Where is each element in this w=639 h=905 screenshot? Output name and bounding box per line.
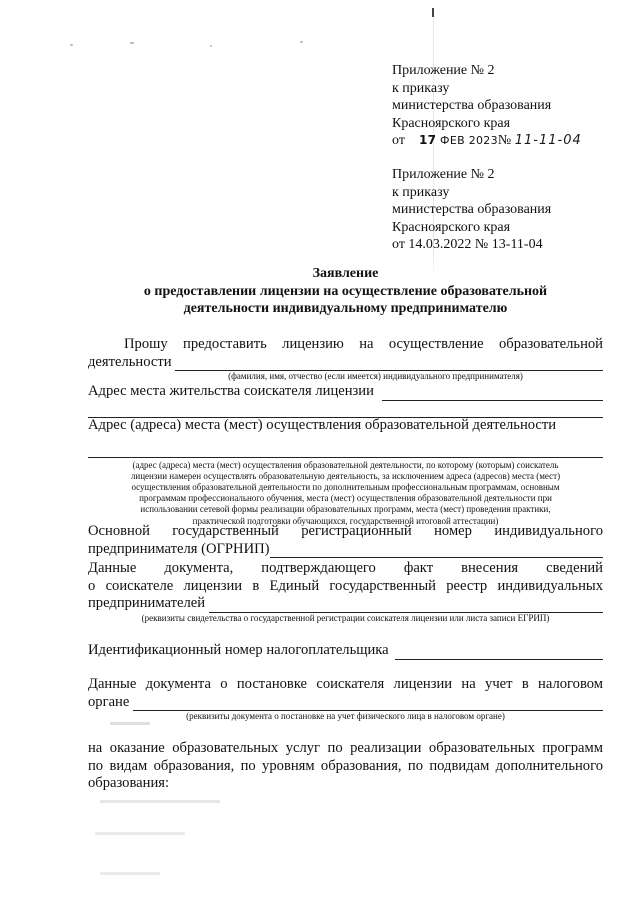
title-line: деятельности индивидуальному предпринимателю: [183, 301, 508, 316]
appendix-line: Приложение № 2: [392, 63, 495, 78]
scan-speck: [70, 44, 73, 46]
title-line: о предоставлении лицензии на осуществление образовательной: [143, 283, 548, 299]
applicant-name-field[interactable]: [175, 356, 603, 371]
caption-line: (адрес (адреса) места (мест) осуществления образовательной деятельности, по которому (которым) соискатель: [132, 459, 559, 470]
services-text: образования:: [88, 775, 170, 791]
residence-field[interactable]: [382, 386, 603, 401]
stamp-month-year: ФЕВ 2023: [440, 134, 498, 147]
appendix-date-line: [392, 132, 582, 150]
scan-speck: [100, 800, 220, 803]
appendix-line: министерства образования: [392, 98, 552, 113]
applicant-name-row: [88, 354, 603, 372]
tax-text: Данные документа о постановке соискателя лицензии на учет в налоговом: [88, 676, 603, 692]
scan-speck: [210, 45, 212, 47]
appendix-line: от 14.03.2022 № 13-11-04: [392, 237, 543, 252]
ogrnip-text: Основной государственный регистрационный номер индивидуального: [88, 523, 603, 539]
appendix-line: Красноярского края: [392, 219, 511, 235]
tax-label: органе: [88, 693, 130, 710]
title-line: Заявление: [312, 266, 379, 281]
inn-field[interactable]: [395, 645, 603, 660]
activity-address-caption: [88, 460, 603, 527]
date-prefix: от: [392, 133, 405, 148]
scan-speck: [300, 41, 303, 43]
egrip-caption: (реквизиты свидетельства о государственной регистрации соискателя лицензии или листа записи ЕГРИП): [141, 612, 550, 623]
tax-registration-section: [88, 676, 603, 722]
residence-label: Адрес места жительства соискателя лицензии: [88, 383, 374, 399]
tax-caption: (реквизиты документа о постановке на учет физического лица в налоговом органе): [186, 711, 505, 721]
ogrnip-field[interactable]: [270, 543, 603, 558]
caption-line: использовании сетевой формы реализации образовательных программ, места (мест) проведения практики,: [140, 504, 551, 515]
scan-speck: [95, 832, 185, 835]
egrip-label: предпринимателей: [88, 595, 206, 611]
document-title: [88, 265, 603, 318]
activity-address-field[interactable]: [88, 443, 603, 458]
caption-line: лицензии намерен осуществлять образовательную деятельность, за исключением адреса (адресов) места (мест): [130, 470, 561, 481]
egrip-section: [88, 560, 603, 624]
scan-mark: [432, 8, 434, 17]
residence-field-continued[interactable]: [88, 403, 603, 418]
scan-speck: [110, 722, 150, 725]
request-text: Прошу предоставить лицензию на осуществление образовательной: [124, 336, 603, 352]
inn-section: [88, 642, 603, 660]
appendix-line: Красноярского края: [392, 115, 511, 131]
residence-section: [88, 383, 603, 418]
egrip-text: о соискателе лицензии в Единый государственный реестр индивидуальных: [88, 577, 603, 594]
activity-address-label: Адрес (адреса) места (мест) осуществления образовательной деятельности: [88, 417, 557, 433]
ogrnip-label: предпринимателя (ОГРНИП): [88, 540, 270, 557]
scan-speck: [100, 872, 160, 875]
number-prefix: №: [497, 133, 512, 148]
inn-label: Идентификационный номер налогоплательщика: [88, 642, 389, 658]
request-section: [88, 336, 603, 382]
date-stamp: [419, 134, 498, 147]
handwritten-number: 11-11-04: [514, 133, 582, 148]
ogrnip-section: [88, 523, 603, 558]
scan-speck: [130, 42, 134, 44]
activity-address-section: [88, 417, 603, 527]
appendix-previous: [392, 166, 551, 254]
services-text: на оказание образовательных услуг по реализации образовательных программ: [88, 740, 603, 756]
tax-registration-field[interactable]: [133, 696, 603, 711]
stamp-day: 17: [418, 133, 437, 147]
appendix-line: к приказу: [392, 184, 450, 200]
request-text: деятельности: [88, 353, 172, 370]
appendix-line: министерства образования: [392, 202, 552, 217]
caption-line: осуществления образовательной деятельности по дополнительным профессиональным программам, основным: [131, 481, 560, 492]
appendix-line: к приказу: [392, 80, 450, 96]
services-text: по видам образования, по уровням образования, по подвидам дополнительного: [88, 757, 603, 774]
field-caption: (фамилия, имя, отчество (если имеется) индивидуального предпринимателя): [228, 371, 523, 381]
caption-line: практической подготовки обучающихся, государственной итоговой аттестации): [192, 515, 499, 526]
appendix-line: Приложение № 2: [392, 167, 495, 182]
egrip-text: Данные документа, подтверждающего факт внесения сведений: [88, 560, 603, 576]
services-section: [88, 740, 603, 793]
caption-line: программам профессионального обучения, места (мест) осуществления образовательной деятельности при: [139, 493, 552, 504]
appendix-current: [392, 62, 582, 150]
egrip-field[interactable]: [209, 598, 603, 613]
